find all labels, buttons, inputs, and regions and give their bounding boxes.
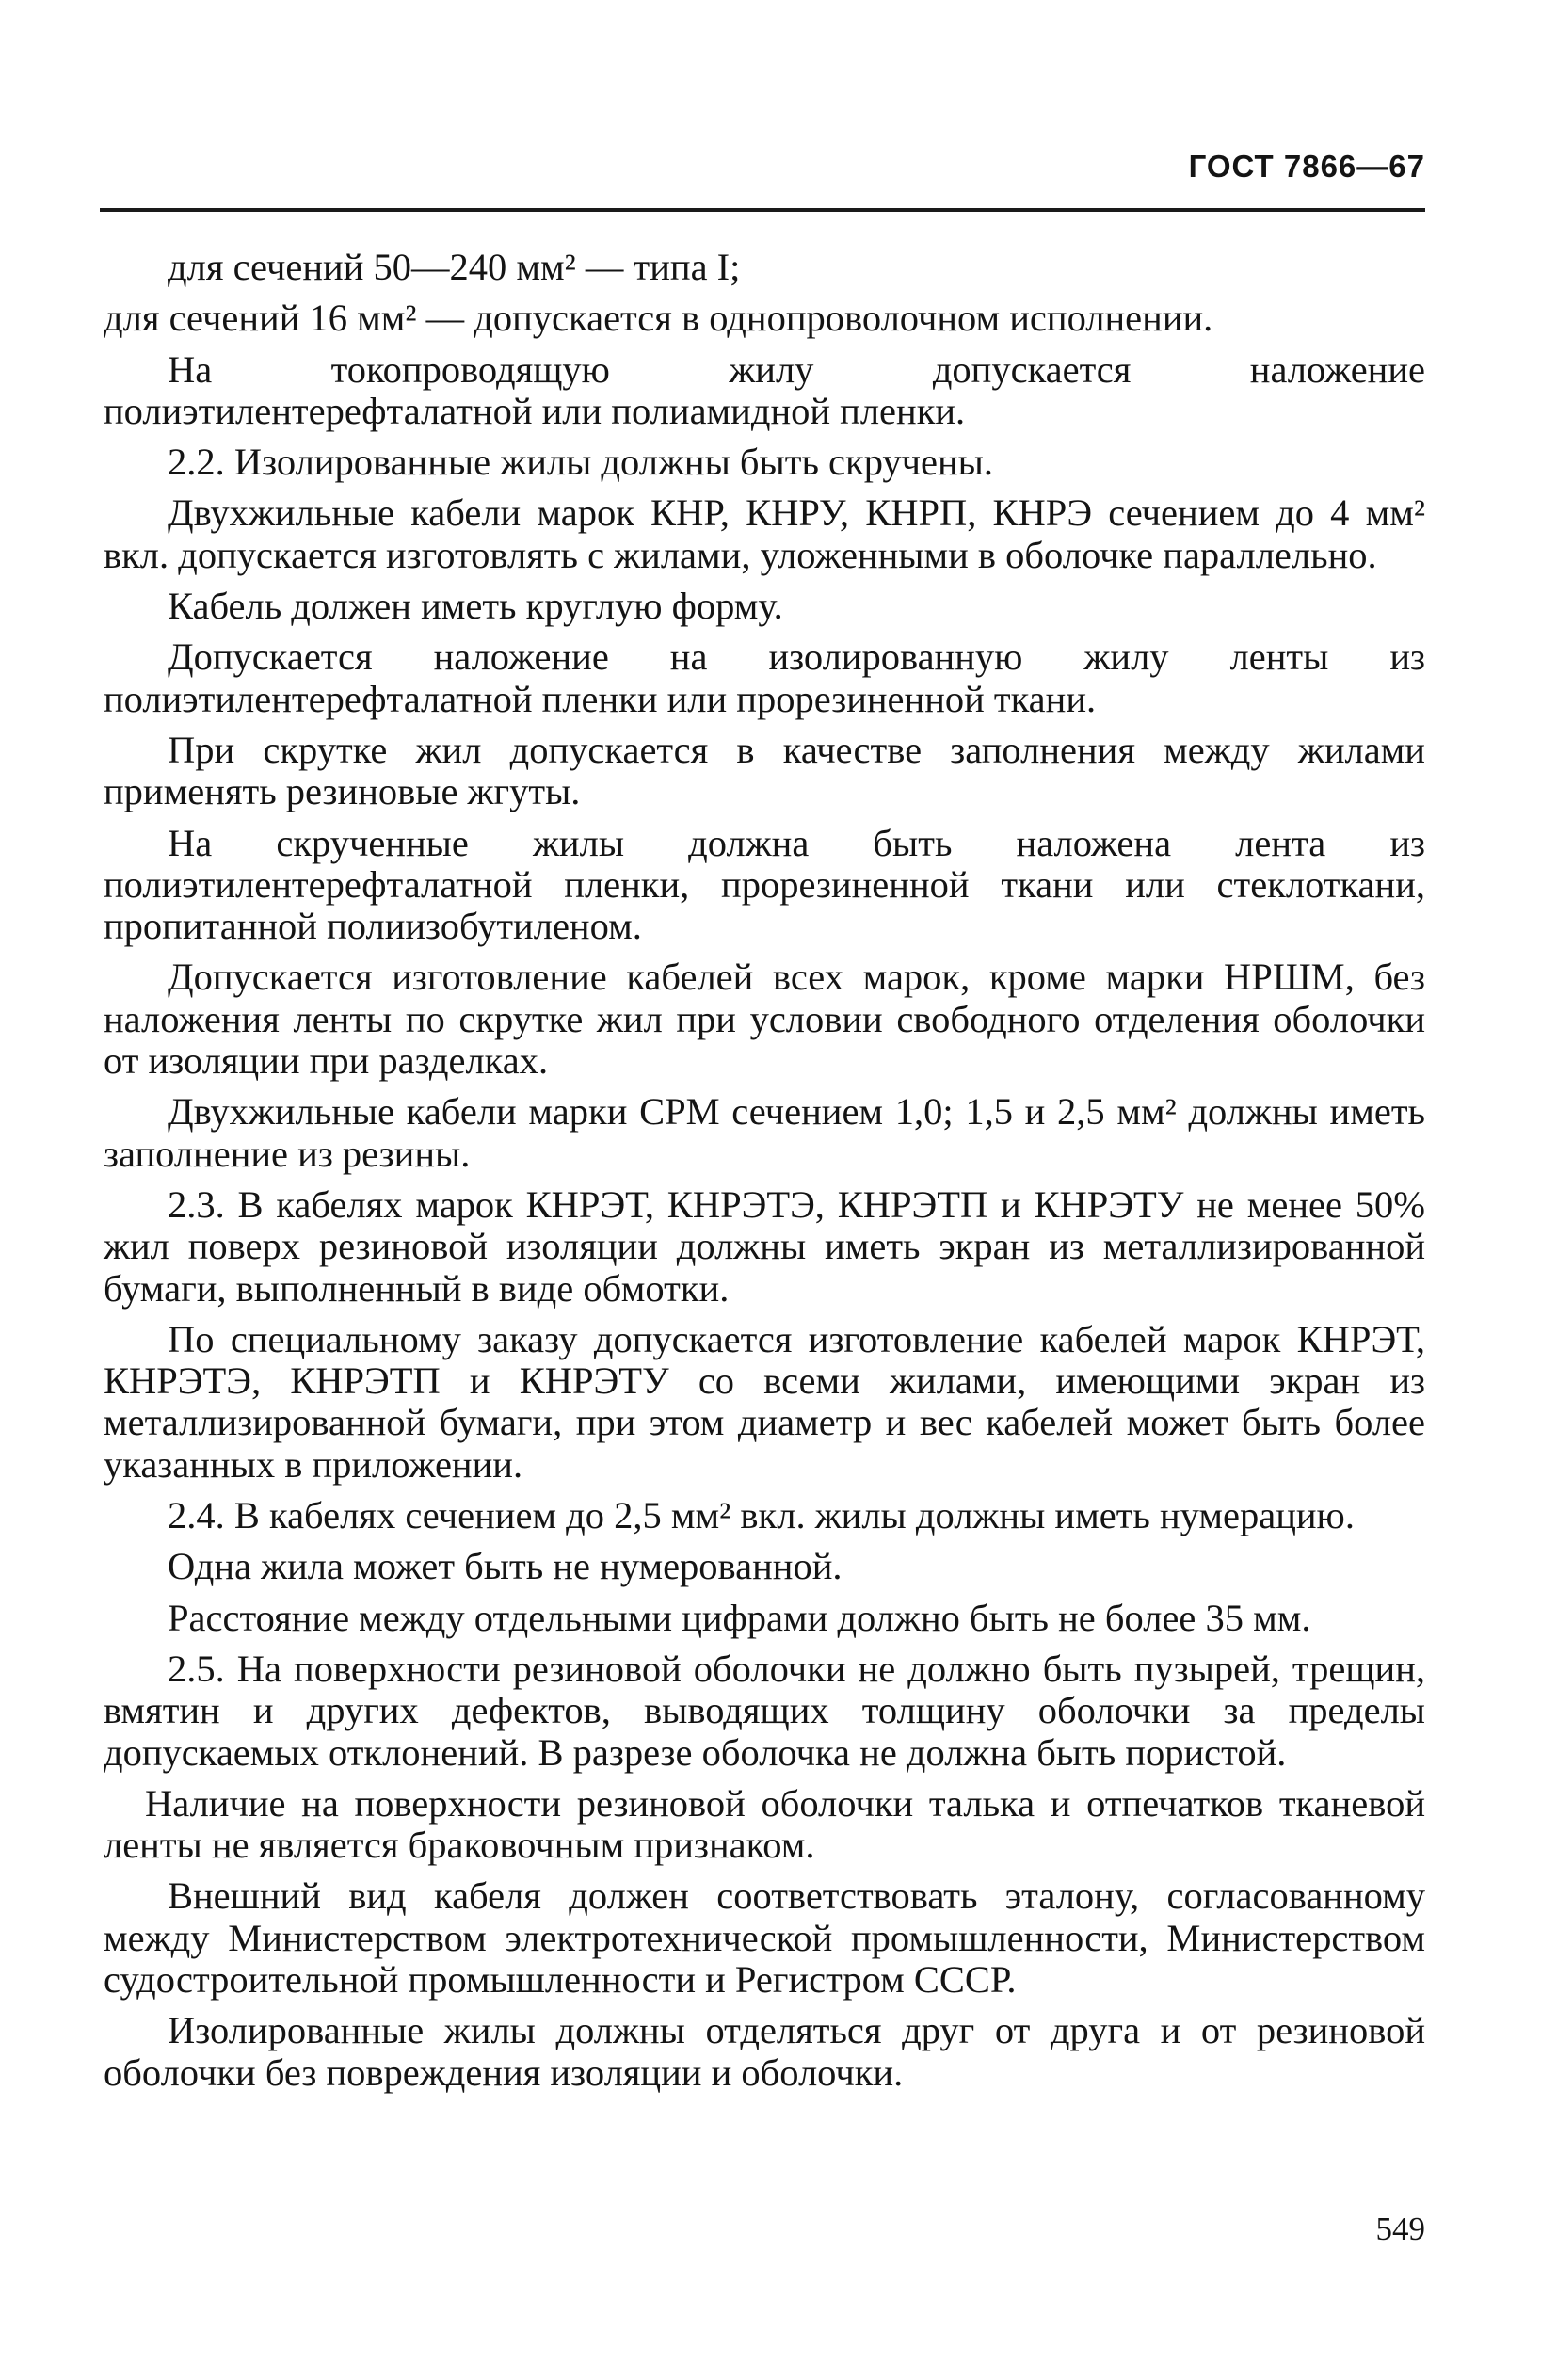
paragraph: Двухжильные кабели марок КНР, КНРУ, КНРП, КНРЭ сечением до 4 мм² вкл. допускается изготовлять с жилами, уложенными в оболочке параллельно.	[104, 491, 1425, 576]
paragraph: Допускается изготовление кабелей всех марок, кроме марки НРШМ, без наложения ленты по скрутке жил при условии свободного отделения оболочки от изоляции при разделках.	[104, 956, 1425, 1083]
paragraph: Изолированные жилы должны отделяться друг от друга и от резиновой оболочки без повреждения изоляции и оболочки.	[104, 2009, 1425, 2094]
paragraph: На скрученные жилы должна быть наложена лента из полиэтилентерефталатной пленки, прорезиненной ткани или стеклоткани, пропитанной полиизобутиленом.	[104, 821, 1425, 948]
paragraph: Наличие на поверхности резиновой оболочки талька и отпечатков тканевой ленты не является браковочным признаком.	[104, 1781, 1425, 1867]
paragraph: Двухжильные кабели марки СРМ сечением 1,0; 1,5 и 2,5 мм² должны иметь заполнение из резины.	[104, 1090, 1425, 1175]
section-paragraph: 2.4. В кабелях сечением до 2,5 мм² вкл. жилы должны иметь нумерацию.	[168, 1494, 1355, 1537]
paragraph: При скрутке жил допускается в качестве заполнения между жилами применять резиновые жгуты.	[104, 728, 1425, 813]
paragraph: Кабель должен иметь круглую форму.	[168, 585, 783, 628]
paragraph: Внешний вид кабеля должен соответствовать эталону, согласованному между Министерством электротехнической промышленности, Министерством судостроительной промышленности и Регистром СССР.	[104, 1874, 1425, 2001]
paragraph: Допускается наложение на изолированную жилу ленты из полиэтилентерефталатной пленки или прорезиненной ткани.	[104, 635, 1425, 720]
section-paragraph: 2.2. Изолированные жилы должны быть скручены.	[168, 441, 994, 484]
paragraph: Расстояние между отдельными цифрами должно быть не более 35 мм.	[168, 1596, 1311, 1639]
section-paragraph: 2.3. В кабелях марок КНРЭТ, КНРЭТЭ, КНРЭТП и КНРЭТУ не менее 50% жил поверх резиновой изоляции должны иметь экран из металлизированной бумаги, выполненный в виде обмотки.	[104, 1182, 1425, 1310]
paragraph: для сечений 50—240 мм² — типа I;	[168, 246, 741, 288]
paragraph: По специальному заказу допускается изготовление кабелей марок КНРЭТ, КНРЭТЭ, КНРЭТП и КНРЭТУ со всеми жилами, имеющими экран из металлизированной бумаги, при этом диаметр и вес кабелей может быть более указанных в приложении.	[104, 1317, 1425, 1486]
paragraph: Одна жила может быть не нумерованной.	[168, 1545, 843, 1588]
paragraph: для сечений 16 мм² — допускается в однопроволочном исполнении.	[104, 297, 1213, 340]
section-paragraph: 2.5. На поверхности резиновой оболочки не должно быть пузырей, трещин, вмятин и других дефектов, выводящих толщину оболочки за пределы допускаемых отклонений. В разрезе оболочка не должна быть пористой.	[104, 1647, 1425, 1774]
body-text	[104, 247, 1425, 2103]
page-number: 549	[1375, 2211, 1425, 2247]
paragraph: На токопроводящую жилу допускается наложение полиэтилентерефталатной или полиамидной пленки.	[104, 347, 1425, 432]
header-rule	[100, 208, 1425, 212]
running-head: ГОСТ 7866—67	[1188, 149, 1425, 184]
